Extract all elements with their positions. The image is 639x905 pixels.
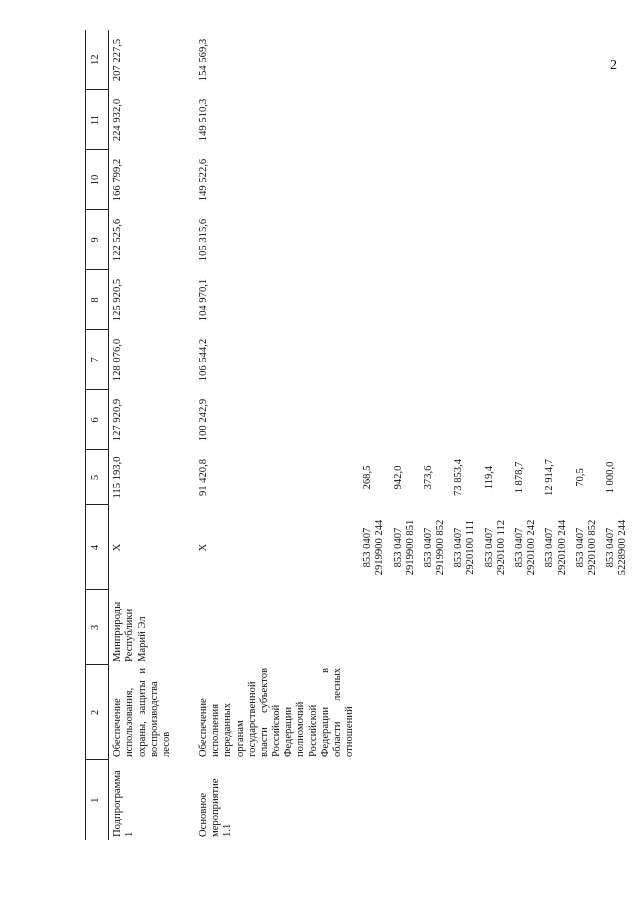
row-label: Основное мероприятие 1.1 [198, 778, 234, 837]
table-row-code [541, 30, 571, 840]
value-cell: 100 242,9 [198, 398, 210, 442]
table-header [86, 30, 109, 840]
value-cell: 104 970,1 [198, 278, 210, 322]
code-line: 853 0407 [605, 527, 617, 568]
row-label: Подпрограмма 1 [112, 770, 136, 837]
header-cell: 8 [86, 270, 109, 330]
code-line: 2920100 112 [495, 519, 507, 576]
budget-code [541, 505, 571, 590]
budget-code [390, 505, 420, 590]
value-cell: 127 920,9 [112, 398, 124, 442]
header-cell: 9 [86, 210, 109, 270]
header-cell: 10 [86, 150, 109, 210]
budget-code [602, 505, 632, 590]
value-cell: 115 193,0 [112, 456, 124, 499]
value-cell: 12 914,7 [544, 458, 556, 497]
budget-code [359, 505, 389, 590]
header-cell: 2 [86, 665, 109, 760]
code-line: 2920100 242 [526, 519, 538, 576]
value-cell: 154 569,3 [198, 38, 210, 82]
value-cell: 224 932,0 [112, 98, 124, 142]
table-row-code [481, 30, 511, 840]
value-cell: 119,4 [483, 465, 495, 490]
value-cell: 125 920,5 [112, 278, 124, 322]
header-cell: 1 [86, 760, 109, 840]
rotated-page-content [60, 38, 629, 865]
budget-code [450, 505, 480, 590]
value-cell: 128 076,0 [112, 338, 124, 382]
page-number: 2 [610, 58, 617, 73]
value-cell: 373,6 [422, 465, 434, 490]
value-cell: 106 544,2 [198, 338, 210, 382]
budget-code [420, 505, 450, 590]
table-row-main-activity [176, 30, 359, 840]
table-row-code [511, 30, 541, 840]
code-line: 2919900 244 [374, 519, 386, 576]
budget-code: Х [112, 543, 124, 552]
responsible-executor: Минприроды Республики Марий Эл [112, 601, 148, 662]
value-cell: 122 525,6 [112, 218, 124, 262]
code-line: 853 0407 [513, 527, 525, 568]
table-row-code [602, 30, 632, 840]
code-line: 2919900 852 [435, 519, 447, 576]
code-line: 853 0407 [453, 527, 465, 568]
table-row-code [572, 30, 602, 840]
code-line: 853 0407 [362, 527, 374, 568]
header-cell: 3 [86, 590, 109, 665]
value-cell: 166 799,2 [112, 158, 124, 202]
value-cell: 70,5 [574, 468, 586, 487]
header-cell: 6 [86, 390, 109, 450]
value-cell: 149 522,6 [198, 158, 210, 202]
value-cell: 207 227,5 [112, 38, 124, 82]
code-line: 853 0407 [422, 527, 434, 568]
header-cell: 4 [86, 505, 109, 590]
code-line: 853 0407 [544, 527, 556, 568]
row-description: Обеспечение использования, охраны, защиты и воспроизводства лесов [112, 668, 172, 757]
budget-code [511, 505, 541, 590]
table-row-code [390, 30, 420, 840]
table-row-subprogram [109, 30, 176, 840]
header-cell: 11 [86, 90, 109, 150]
row-description: Обеспечение исполнения переданных органам государственной власти субъектов Российской Федерации полномочий Российской Федерации в области лесных отношений [198, 668, 356, 757]
budget-code [572, 505, 602, 590]
code-line: 2920100 244 [556, 519, 568, 576]
value-cell: 91 420,8 [198, 458, 210, 497]
header-cell: 5 [86, 450, 109, 505]
header-cell: 12 [86, 30, 109, 90]
value-cell: 268,5 [362, 465, 374, 490]
table-wrapper [85, 38, 632, 840]
table-row-code [450, 30, 480, 840]
value-cell: 942,0 [392, 465, 404, 490]
value-cell: 1 000,0 [605, 461, 617, 494]
table-row-code [359, 30, 389, 840]
code-line: 853 0407 [392, 527, 404, 568]
value-cell: 149 510,3 [198, 98, 210, 142]
code-line: 2919900 851 [404, 519, 416, 576]
responsible-executor [176, 590, 359, 665]
code-line: 2920100 111 [465, 520, 477, 575]
value-cell: 1 878,7 [513, 461, 525, 494]
header-row [86, 30, 109, 840]
budget-code [481, 505, 511, 590]
code-line: 853 0407 [574, 527, 586, 568]
code-line: 853 0407 [483, 527, 495, 568]
value-cell: 105 315,6 [198, 218, 210, 262]
value-cell: 73 853,4 [453, 458, 465, 497]
table-row-code [420, 30, 450, 840]
code-line: 2920100 852 [586, 519, 598, 576]
budget-table [85, 30, 632, 840]
header-cell: 7 [86, 330, 109, 390]
budget-code: Х [198, 543, 210, 552]
code-line: 5228900 244 [617, 519, 629, 576]
